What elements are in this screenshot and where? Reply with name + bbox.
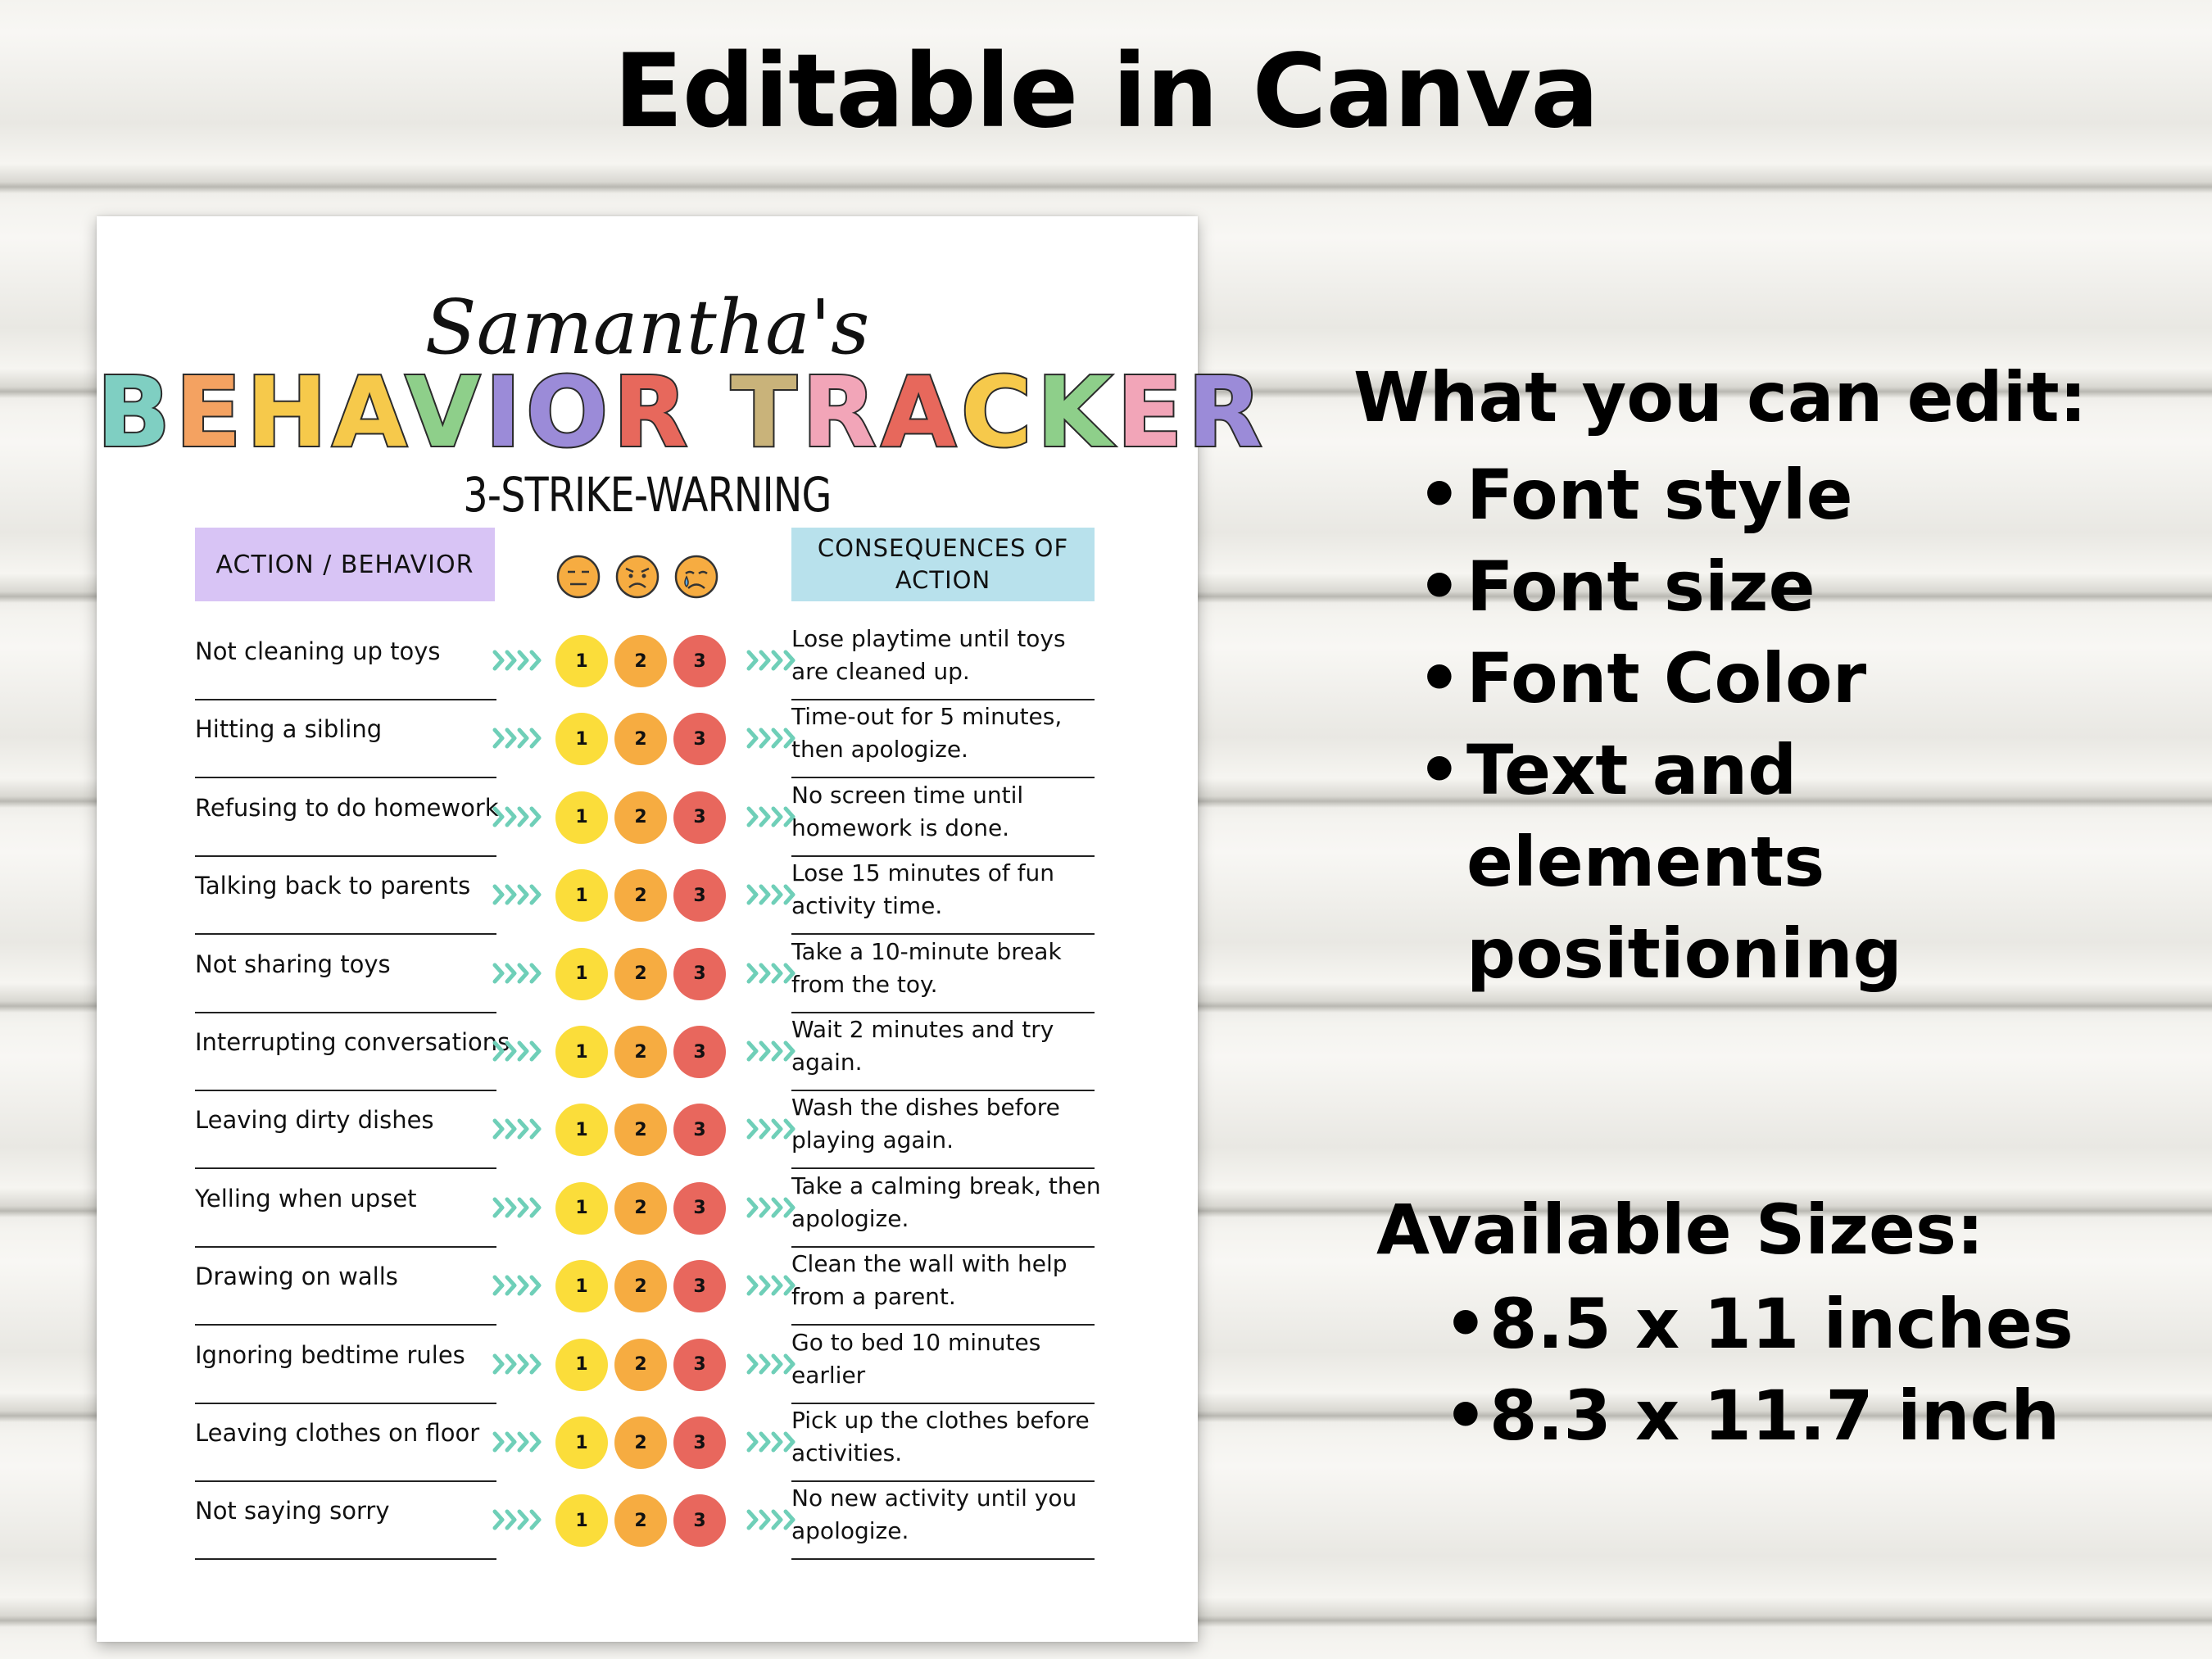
behavior-consequence: Pick up the clothes before activities. (791, 1407, 1090, 1466)
strike-circle-3: 3 (673, 635, 726, 687)
strike-circle-3: 3 (673, 1104, 726, 1156)
strike-circle-2: 2 (614, 713, 667, 765)
strike-circle-1: 1 (555, 869, 608, 922)
title-letter: R (1187, 356, 1267, 469)
title-letter: A (332, 356, 406, 469)
strike-circle-1: 1 (555, 1182, 608, 1235)
title-letter: T (731, 356, 802, 469)
sizes-panel-title: Available Sizes: (1376, 1190, 1984, 1270)
strike-circle-2: 2 (614, 635, 667, 687)
bullet: • (1417, 455, 1462, 535)
bullet: • (1444, 1376, 1488, 1456)
title-letter: R (613, 356, 693, 469)
strike-circle-3: 3 (673, 1260, 726, 1312)
behavior-action: Leaving clothes on floor (195, 1419, 480, 1447)
crying-face-icon (673, 554, 719, 600)
strike-circle-1: 1 (555, 1339, 608, 1391)
arrow-chevrons-icon (492, 1114, 549, 1147)
arrow-chevrons-icon (492, 1193, 549, 1226)
behavior-consequence: Lose 15 minutes of fun activity time. (791, 859, 1054, 920)
edit-feature-label: Text and (1466, 730, 1797, 810)
strike-circle-2: 2 (614, 1416, 667, 1469)
header-action-behavior: ACTION / BEHAVIOR (195, 528, 495, 601)
row-divider (195, 1558, 496, 1560)
edit-feature-continuation: elements (1466, 822, 1825, 902)
title-letter: K (1036, 356, 1117, 469)
behavior-consequence: Time-out for 5 minutes, then apologize. (791, 703, 1063, 764)
strike-circle-1: 1 (555, 1104, 608, 1156)
strike-circle-3: 3 (673, 1026, 726, 1078)
strike-circle-3: 3 (673, 1494, 726, 1547)
edit-feature-item (1417, 541, 1902, 632)
strike-circle-1: 1 (555, 948, 608, 1000)
behavior-consequence: Wait 2 minutes and try again. (791, 1016, 1054, 1076)
strike-circle-1: 1 (555, 791, 608, 844)
behavior-row (97, 1091, 1198, 1169)
behavior-row (97, 1248, 1198, 1326)
arrow-chevrons-icon (492, 1036, 549, 1069)
strike-circle-3: 3 (673, 1339, 726, 1391)
strike-circle-3: 3 (673, 1416, 726, 1469)
strike-circle-2: 2 (614, 1182, 667, 1235)
title-letter: C (960, 356, 1037, 469)
edit-panel-title: What you can edit: (1353, 357, 2087, 437)
arrow-chevrons-icon (492, 723, 549, 756)
behavior-row (97, 1482, 1198, 1560)
size-item (1444, 1370, 2074, 1462)
child-name: Samantha's (424, 283, 870, 371)
arrow-chevrons-icon (492, 1505, 549, 1538)
title-letter: E (175, 356, 247, 469)
behavior-action: Not sharing toys (195, 950, 391, 978)
edit-feature-item (1417, 724, 1902, 816)
behavior-consequence: Lose playtime until toys are cleaned up. (791, 625, 1066, 685)
behavior-consequence: Take a 10-minute break from the toy. (791, 937, 1062, 998)
behavior-row (97, 1013, 1198, 1091)
strike-circle-3: 3 (673, 1182, 726, 1235)
behavior-row (97, 1326, 1198, 1404)
behavior-consequence: Go to bed 10 minutes earlier (791, 1328, 1041, 1389)
sad-face-icon (614, 554, 660, 600)
strike-circle-2: 2 (614, 1260, 667, 1312)
strike-circle-1: 1 (555, 1260, 608, 1312)
title-letter: B (97, 356, 175, 469)
behavior-row (97, 857, 1198, 935)
edit-feature-label: Font style (1466, 455, 1853, 535)
bullet: • (1417, 546, 1462, 627)
strike-circle-2: 2 (614, 948, 667, 1000)
behavior-action: Interrupting conversations (195, 1028, 510, 1056)
bullet: • (1444, 1284, 1488, 1364)
behavior-row (97, 1404, 1198, 1482)
strike-circle-2: 2 (614, 1104, 667, 1156)
bullet: • (1417, 730, 1462, 810)
behavior-consequence: Wash the dishes before playing again. (791, 1094, 1060, 1154)
behavior-row (97, 623, 1198, 700)
arrow-chevrons-icon (492, 802, 549, 835)
strike-circle-2: 2 (614, 869, 667, 922)
title-letter: R (801, 356, 882, 469)
edit-feature-item (1417, 449, 1902, 541)
arrow-chevrons-icon (492, 959, 549, 991)
behavior-consequence: Take a calming break, then apologize. (791, 1172, 1101, 1232)
edit-features-list (1417, 449, 1902, 999)
strike-circle-1: 1 (555, 635, 608, 687)
edit-feature-label: Font size (1466, 546, 1815, 627)
behavior-action: Not cleaning up toys (195, 637, 441, 665)
behavior-action: Talking back to parents (195, 872, 471, 900)
edit-feature-item (1417, 632, 1902, 724)
tracker-sheet (97, 216, 1267, 1642)
behavior-action: Refusing to do homework (195, 793, 499, 822)
behavior-row (97, 1170, 1198, 1248)
tracker-title (97, 356, 1267, 469)
size-label: 8.3 x 11.7 inch (1489, 1376, 2060, 1456)
mood-emojis (555, 554, 736, 603)
title-letter: E (1116, 356, 1188, 469)
neutral-face-icon (555, 554, 601, 600)
arrow-chevrons-icon (492, 1271, 549, 1303)
strike-circle-1: 1 (555, 713, 608, 765)
strike-circle-1: 1 (555, 1416, 608, 1469)
edit-feature-label: Font Color (1466, 638, 1867, 718)
behavior-consequence: Clean the wall with help from a parent. (791, 1250, 1067, 1311)
strike-circle-3: 3 (673, 948, 726, 1000)
title-letter (692, 356, 731, 469)
behavior-row (97, 936, 1198, 1013)
title-letter: O (525, 356, 614, 469)
behavior-row (97, 700, 1198, 778)
strike-circle-3: 3 (673, 713, 726, 765)
tracker-subtitle: 3-STRIKE-WARNING (463, 467, 832, 523)
behavior-row (97, 779, 1198, 857)
headline: Editable in Canva (614, 33, 1598, 151)
behavior-consequence: No screen time until homework is done. (791, 781, 1024, 841)
strike-circle-2: 2 (614, 791, 667, 844)
behavior-action: Leaving dirty dishes (195, 1106, 434, 1135)
strike-circle-2: 2 (614, 1026, 667, 1078)
strike-circle-3: 3 (673, 869, 726, 922)
behavior-action: Ignoring bedtime rules (195, 1340, 465, 1369)
strike-circle-1: 1 (555, 1494, 608, 1547)
title-letter: A (881, 356, 961, 469)
row-divider (791, 1558, 1095, 1560)
strike-circle-1: 1 (555, 1026, 608, 1078)
behavior-consequence: No new activity until you apologize. (791, 1484, 1077, 1545)
title-letter: I (484, 356, 526, 469)
header-consequences: CONSEQUENCES OF ACTION (791, 528, 1095, 601)
strike-circle-3: 3 (673, 791, 726, 844)
sizes-list (1444, 1278, 2074, 1462)
behavior-action: Yelling when upset (195, 1184, 417, 1213)
arrow-chevrons-icon (492, 1427, 549, 1460)
size-item (1444, 1278, 2074, 1370)
behavior-action: Not saying sorry (195, 1497, 390, 1525)
behavior-action: Drawing on walls (195, 1262, 398, 1291)
edit-feature-continuation: positioning (1466, 913, 1902, 994)
behavior-action: Hitting a sibling (195, 715, 383, 744)
strike-circle-2: 2 (614, 1339, 667, 1391)
arrow-chevrons-icon (492, 646, 549, 678)
bullet: • (1417, 638, 1462, 718)
arrow-chevrons-icon (492, 880, 549, 913)
title-letter: H (246, 356, 333, 469)
title-letter: V (405, 356, 485, 469)
size-label: 8.5 x 11 inches (1489, 1284, 2074, 1364)
strike-circle-2: 2 (614, 1494, 667, 1547)
arrow-chevrons-icon (492, 1349, 549, 1382)
